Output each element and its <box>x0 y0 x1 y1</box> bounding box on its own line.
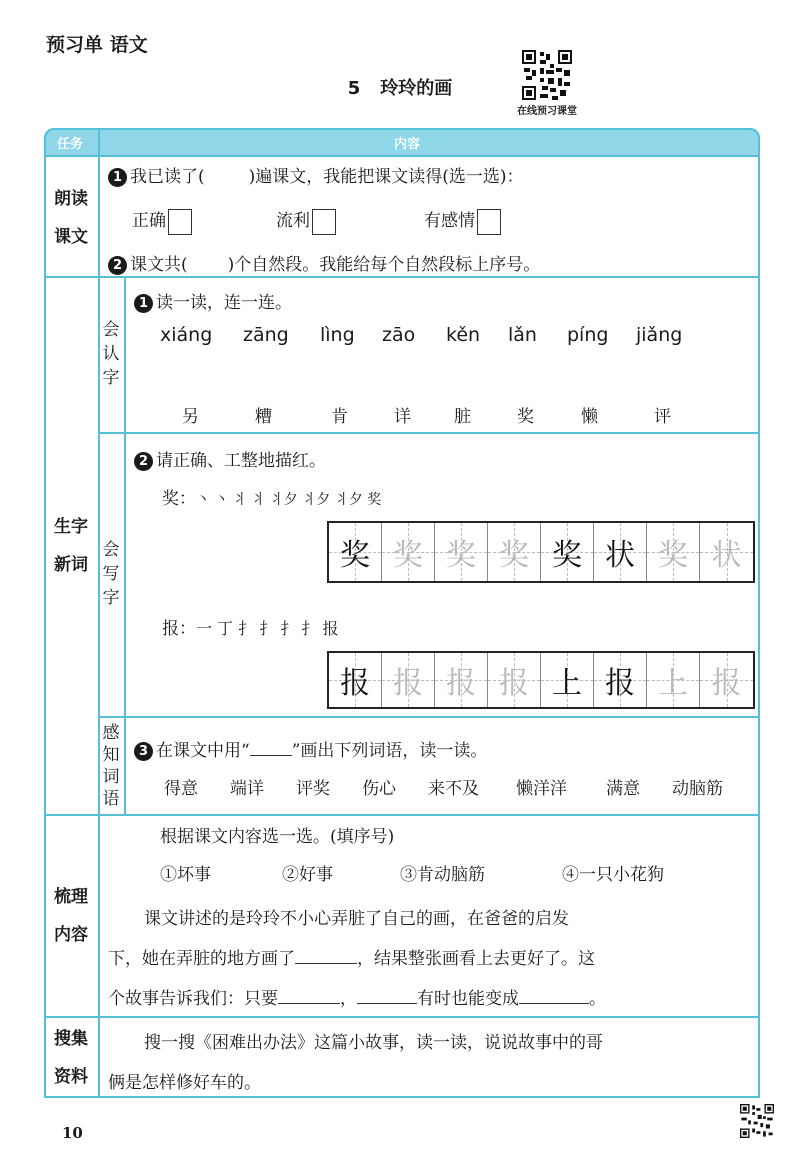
label-char: 知 <box>102 745 120 765</box>
char-7: 懒 <box>581 407 598 427</box>
tracing-cell[interactable] <box>541 523 594 581</box>
line3-text-c: 有时也能变成 <box>417 989 519 1009</box>
q1-text: 读一读，连一连。 <box>156 293 292 313</box>
tracing-char: 报 <box>340 666 370 701</box>
header-title: 预习单 语文 <box>46 34 148 56</box>
tracing-cell[interactable] <box>435 523 488 581</box>
q1-number: 1 <box>108 168 127 187</box>
perceive-q3 <box>134 736 487 761</box>
qr-code-icon[interactable] <box>740 1104 774 1138</box>
blank-1[interactable] <box>295 963 357 964</box>
tracing-char: 奖 <box>446 538 476 573</box>
word-4[interactable]: 伤心 <box>362 779 396 799</box>
tracing-char: 报 <box>605 666 635 701</box>
pinyin-7: píng <box>567 324 609 346</box>
tracing-char: 报 <box>711 666 742 701</box>
tracing-char: 上 <box>552 666 582 701</box>
char1-stroke-order: 丶 丶 丬 丬 丬夕 丬夕 丬夕 奖 <box>196 492 382 508</box>
char-6: 奖 <box>517 407 534 427</box>
task-new-words-line1: 生字 <box>54 517 88 537</box>
q3-underline-sample <box>250 755 292 756</box>
task-reading-line2: 课文 <box>54 227 88 247</box>
char2-label: 报： <box>162 619 196 639</box>
row-divider <box>98 432 760 434</box>
tracing-char: 报 <box>446 666 476 701</box>
q2-text: 请正确、工整地描红。 <box>156 451 326 471</box>
reading-option-3 <box>424 206 501 235</box>
reading-option-2 <box>276 206 336 235</box>
q1-text-b: )遍课文，我能把课文读得(选一选)： <box>248 167 524 187</box>
sort-line-2 <box>108 944 595 969</box>
tracing-grid-2 <box>327 651 755 709</box>
q2-number: 2 <box>108 256 127 275</box>
word-6[interactable]: 懒洋洋 <box>516 779 567 799</box>
collect-line-1: 搜一搜《困难出办法》这篇小故事，读一读，说说故事中的哥 <box>144 1033 603 1053</box>
option-label: 正确 <box>132 211 166 231</box>
tracing-cell[interactable] <box>435 653 488 707</box>
row-divider <box>44 155 760 157</box>
word-5[interactable]: 来不及 <box>428 779 479 799</box>
sort-line-1: 课文讲述的是玲玲不小心弄脏了自己的画，在爸爸的启发 <box>144 909 569 929</box>
char-1: 另 <box>182 407 199 427</box>
label-char: 会 <box>102 320 120 340</box>
label-char: 会 <box>102 540 120 560</box>
pinyin-8: jiǎng <box>636 324 683 346</box>
tracing-char: 奖 <box>658 538 688 573</box>
label-char: 字 <box>102 368 120 388</box>
pinyin-5: kěn <box>446 324 481 346</box>
task-sort <box>44 878 98 954</box>
sort-option-2: ②好事 <box>282 865 333 885</box>
char-3: 肯 <box>331 407 348 427</box>
tracing-cell[interactable] <box>700 653 753 707</box>
pinyin-6: lǎn <box>508 324 537 346</box>
label-perceive <box>100 722 122 810</box>
q1-number: 1 <box>134 294 153 313</box>
label-char: 词 <box>102 767 120 787</box>
char-2: 糟 <box>255 407 272 427</box>
tracing-cell[interactable] <box>647 523 700 581</box>
line2-text-b: ，结果整张画看上去更好了。这 <box>357 949 595 969</box>
sort-option-1: ①坏事 <box>160 865 211 885</box>
qr-code-icon[interactable] <box>522 50 572 100</box>
lesson-name: 玲玲的画 <box>380 78 453 99</box>
char-4: 详 <box>394 407 411 427</box>
tracing-char: 奖 <box>340 538 370 573</box>
task-collect-line2: 资料 <box>54 1067 88 1087</box>
sort-instruction: 根据课文内容选一选。(填序号) <box>160 827 395 847</box>
task-reading <box>44 180 98 256</box>
tracing-grid-1 <box>327 521 755 583</box>
tracing-cell[interactable] <box>329 523 382 581</box>
column-divider <box>98 128 100 1098</box>
label-write <box>100 538 122 610</box>
char1-strokes <box>162 484 381 509</box>
row-divider <box>44 276 760 278</box>
blank-2[interactable] <box>278 1003 340 1004</box>
line2-text-a: 下，她在弄脏的地方画了 <box>108 949 295 969</box>
blank-4[interactable] <box>519 1003 589 1004</box>
lesson-title <box>0 74 800 100</box>
label-char: 语 <box>102 789 120 809</box>
checkbox[interactable] <box>168 209 192 235</box>
task-sort-line1: 梳理 <box>54 887 88 907</box>
tracing-cell[interactable] <box>488 653 541 707</box>
recognize-q1 <box>134 288 292 313</box>
tracing-char: 奖 <box>499 538 529 573</box>
q2-text-b: )个自然段。我能给每个自然段标上序号。 <box>227 255 541 275</box>
subcolumn-divider <box>124 276 126 814</box>
label-recognize <box>100 318 122 390</box>
tracing-char: 状 <box>711 538 742 573</box>
qr-caption: 在线预习课堂 <box>517 106 577 117</box>
checkbox[interactable] <box>312 209 336 235</box>
q3-number: 3 <box>134 742 153 761</box>
tracing-cell[interactable] <box>541 653 594 707</box>
tracing-cell[interactable] <box>488 523 541 581</box>
char1-label: 奖： <box>162 489 196 509</box>
option-label: 流利 <box>276 211 310 231</box>
tracing-cell[interactable] <box>700 523 753 581</box>
word-8[interactable]: 动脑筋 <box>672 779 723 799</box>
tracing-char: 报 <box>393 666 423 701</box>
q2-number: 2 <box>134 452 153 471</box>
checkbox[interactable] <box>477 209 501 235</box>
label-char: 感 <box>102 723 120 743</box>
header-content: 内容 <box>394 137 421 152</box>
tracing-cell[interactable] <box>594 653 647 707</box>
header-task: 任务 <box>57 137 84 152</box>
pinyin-4: zāo <box>382 324 416 346</box>
pinyin-1: xiáng <box>160 324 213 346</box>
tracing-char: 上 <box>658 666 688 701</box>
pinyin-2: zāng <box>243 324 289 346</box>
label-char: 写 <box>102 564 120 584</box>
word-1[interactable]: 得意 <box>164 779 198 799</box>
tracing-cell[interactable] <box>647 653 700 707</box>
task-collect <box>44 1020 98 1096</box>
line3-text-b: ， <box>340 989 357 1009</box>
sort-line-3 <box>108 984 606 1009</box>
label-char: 字 <box>102 588 120 608</box>
tracing-char: 报 <box>499 666 529 701</box>
q3-text-b: ”画出下列词语，读一读。 <box>291 741 488 761</box>
label-char: 认 <box>102 344 120 364</box>
reading-option-1 <box>132 206 192 235</box>
line3-text-a: 个故事告诉我们：只要 <box>108 989 278 1009</box>
char-8: 评 <box>654 407 671 427</box>
word-3[interactable]: 评奖 <box>296 779 330 799</box>
q3-text-a: 在课文中用“ <box>156 741 250 761</box>
row-divider <box>44 1016 760 1018</box>
option-label: 有感情 <box>424 211 475 231</box>
tracing-cell[interactable] <box>329 653 382 707</box>
row-divider <box>44 814 760 816</box>
task-sort-line2: 内容 <box>54 925 88 945</box>
task-new-words <box>44 508 98 584</box>
sort-option-4: ④一只小花狗 <box>562 865 664 885</box>
page-number: 10 <box>62 1124 83 1142</box>
line3-text-d: 。 <box>589 989 606 1009</box>
q2-text-a: 课文共( <box>130 255 188 275</box>
reading-q2 <box>108 250 540 275</box>
tracing-cell[interactable] <box>382 653 435 707</box>
task-collect-line1: 搜集 <box>54 1029 88 1049</box>
task-new-words-line2: 新词 <box>54 555 88 575</box>
q1-text-a: 我已读了( <box>130 167 205 187</box>
char-5: 脏 <box>454 407 471 427</box>
sort-option-3: ③肯动脑筋 <box>400 865 485 885</box>
tracing-char: 奖 <box>393 538 423 573</box>
tracing-cell[interactable] <box>594 523 647 581</box>
char2-strokes <box>162 614 339 639</box>
row-divider <box>98 716 760 718</box>
collect-line-2: 俩是怎样修好车的。 <box>108 1073 261 1093</box>
lesson-number: 5 <box>347 78 361 99</box>
task-reading-line1: 朗读 <box>54 189 88 209</box>
char2-stroke-order: 一 丁 扌 扌 扌 扌 报 <box>196 619 339 638</box>
pinyin-3: lìng <box>320 324 355 346</box>
blank-3[interactable] <box>357 1003 417 1004</box>
word-7[interactable]: 满意 <box>606 779 640 799</box>
reading-q1 <box>108 162 524 187</box>
write-q2 <box>134 446 326 471</box>
tracing-char: 奖 <box>552 538 582 573</box>
tracing-char: 状 <box>605 538 635 573</box>
tracing-cell[interactable] <box>382 523 435 581</box>
word-2[interactable]: 端详 <box>230 779 264 799</box>
